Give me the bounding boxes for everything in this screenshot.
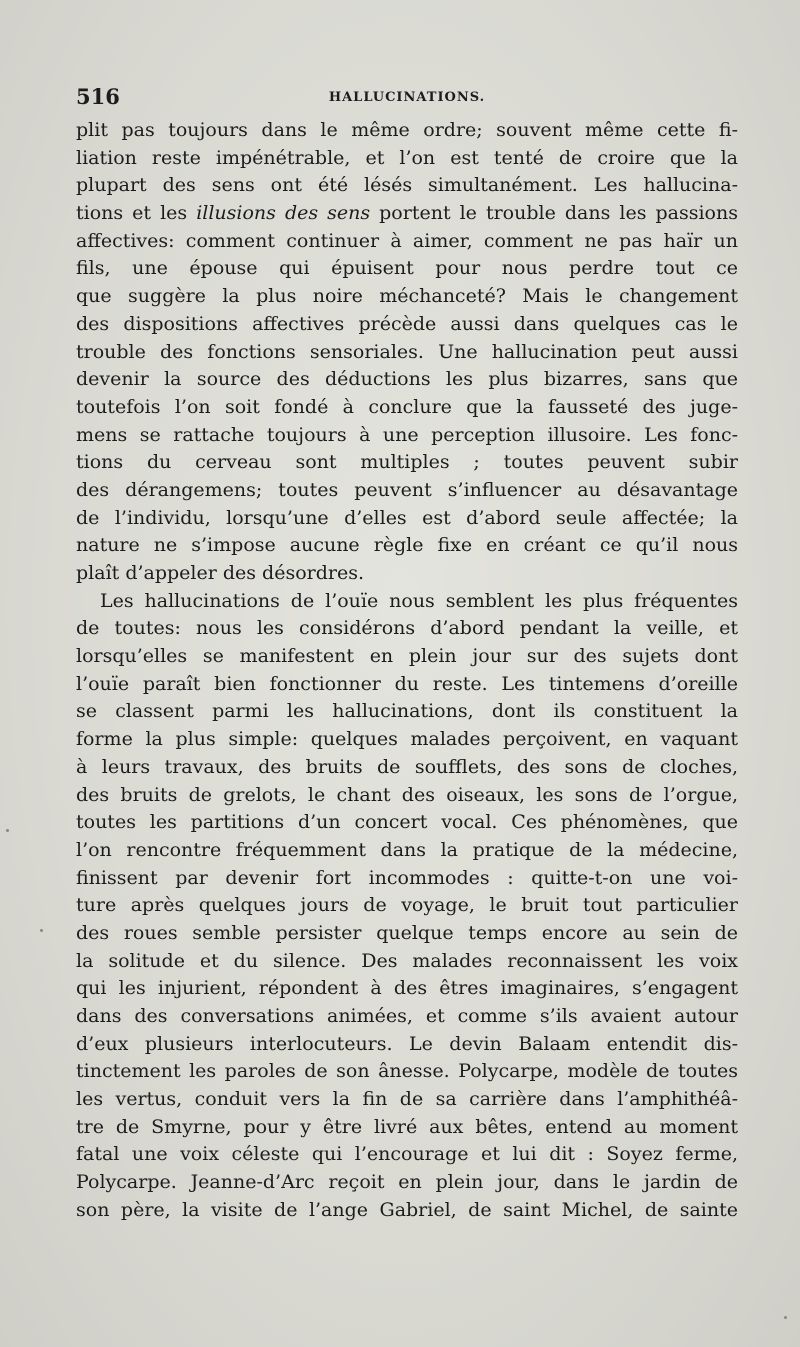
text-line: des dérangemens; toutes peuvent s’influencer au désavantage xyxy=(76,478,738,501)
text-line: tinctement les paroles de son ânesse. Polycarpe, modèle de toutes xyxy=(76,1060,738,1083)
text-line: finissent par devenir fort incommodes : quitte-t-on une voi- xyxy=(76,866,738,889)
text-line: l’on rencontre fréquemment dans la pratique de la médecine, xyxy=(76,838,738,861)
text-line: que suggère la plus noire méchanceté? Mais le changement xyxy=(76,285,738,308)
text-line: Les hallucinations de l’ouïe nous semblent les plus fréquentes xyxy=(100,589,738,612)
text-line: l’ouïe paraît bien fonctionner du reste. Les tintemens d’oreille xyxy=(76,672,738,695)
text-line: plupart des sens ont été lésés simultanément. Les hallucina- xyxy=(76,174,738,197)
text-line: lorsqu’elles se manifestent en plein jour sur des sujets dont xyxy=(76,645,738,668)
paper-speck xyxy=(6,829,9,832)
running-head: HALLUCINATIONS. xyxy=(328,90,486,105)
text-line: fils, une épouse qui épuisent pour nous perdre tout ce xyxy=(76,257,738,280)
text-line: de toutes: nous les considérons d’abord pendant la veille, et xyxy=(76,617,738,640)
text-line: trouble des fonctions sensoriales. Une hallucination peut aussi xyxy=(76,340,738,363)
text-line: à leurs travaux, des bruits de soufflets, des sons de cloches, xyxy=(76,755,738,778)
text-line: plaît d’appeler des désordres. xyxy=(76,562,365,584)
text-line: devenir la source des déductions les plus bizarres, sans que xyxy=(76,368,738,391)
text-line: forme la plus simple: quelques malades perçoivent, en vaquant xyxy=(76,728,738,751)
text-line: toutefois l’on soit fondé à conclure que la fausseté des juge- xyxy=(76,395,738,418)
text-line: Polycarpe. Jeanne-d’Arc reçoit en plein jour, dans le jardin de xyxy=(76,1171,738,1194)
text-line: dans des conversations animées, et comme s’ils avaient autour xyxy=(76,1005,738,1027)
text-line: la solitude et du silence. Des malades reconnaissent les voix xyxy=(76,949,738,972)
page-header xyxy=(76,84,738,112)
text-line xyxy=(76,200,738,228)
text-line: toutes les partitions d’un concert vocal. Ces phénomènes, que xyxy=(76,811,738,834)
paper-speck xyxy=(40,929,43,932)
text-line: des roues semble persister quelque temps encore au sein de xyxy=(76,921,738,944)
text-line: des dispositions affectives précède aussi dans quelques cas le xyxy=(76,312,738,335)
text-line: son père, la visite de l’ange Gabriel, de saint Michel, de sainte xyxy=(76,1198,738,1221)
text-line: nature ne s’impose aucune règle fixe en créant ce qu’il nous xyxy=(76,534,738,557)
text-line: ture après quelques jours de voyage, le bruit tout particulier xyxy=(76,894,738,917)
text-line: de l’individu, lorsqu’une d’elles est d’abord seule affectée; la xyxy=(76,506,738,529)
italic-phrase: illusions des sens xyxy=(196,202,371,225)
text-line: plit pas toujours dans le même ordre; souvent même cette fi- xyxy=(76,119,738,141)
paper-speck xyxy=(784,1316,787,1319)
text-segment: tions et les xyxy=(76,202,197,225)
text-segment: portent le trouble dans les passions xyxy=(370,202,738,225)
text-line: liation reste impénétrable, et l’on est tenté de croire que la xyxy=(76,146,738,169)
text-line: qui les injurient, répondent à des êtres imaginaires, s’engagent xyxy=(76,977,738,1000)
text-line: les vertus, conduit vers la fin de sa carrière dans l’amphithéâ- xyxy=(76,1088,738,1111)
text-line: d’eux plusieurs interlocuteurs. Le devin Balaam entendit dis- xyxy=(76,1032,738,1055)
page-number: 516 xyxy=(76,84,120,109)
body-text xyxy=(76,117,738,1225)
text-line: tions du cerveau sont multiples ; toutes peuvent subir xyxy=(76,451,738,474)
text-line: tre de Smyrne, pour y être livré aux bêtes, entend au moment xyxy=(76,1115,738,1138)
text-line: affectives: comment continuer à aimer, comment ne pas haïr un xyxy=(76,229,738,252)
text-line: se classent parmi les hallucinations, dont ils constituent la xyxy=(76,700,738,723)
text-line: mens se rattache toujours à une perception illusoire. Les fonc- xyxy=(76,423,738,446)
text-line: fatal une voix céleste qui l’encourage et lui dit : Soyez ferme, xyxy=(76,1143,738,1166)
text-line: des bruits de grelots, le chant des oiseaux, les sons de l’orgue, xyxy=(76,783,738,806)
